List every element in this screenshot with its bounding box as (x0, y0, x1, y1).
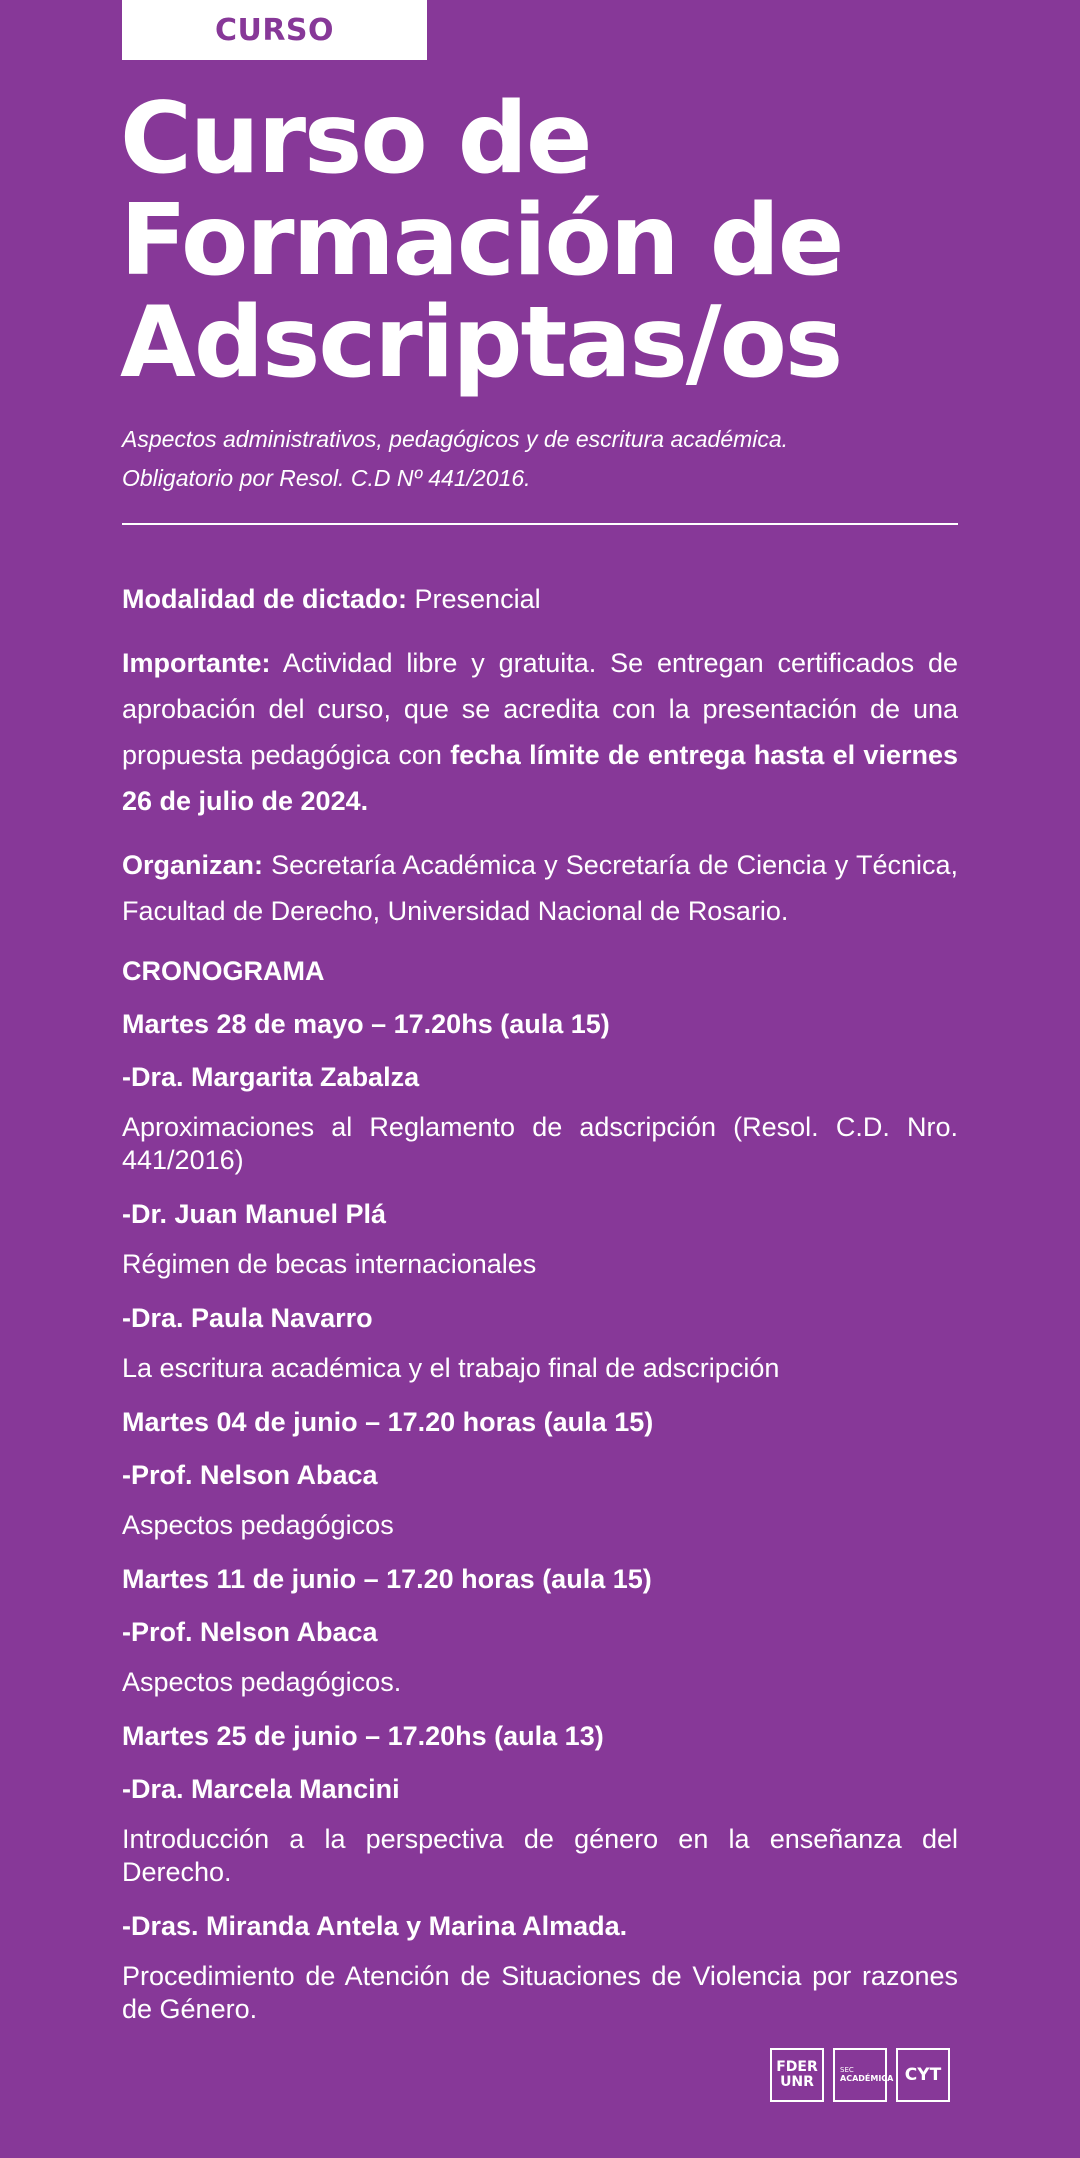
importante-paragraph (122, 640, 958, 824)
schedule-topic: Aproximaciones al Reglamento de adscripción (Resol. C.D. Nro. 441/2016) (122, 1112, 958, 1175)
modalidad-value: Presencial (407, 584, 541, 614)
importante-text: Actividad libre y gratuita. Se entregan certificados de aprobación del curso, que se acredita con la presentación de una propuesta pedagógica con (122, 648, 958, 770)
title-line: Curso de (120, 82, 591, 196)
fder-logo-line: UNR (780, 2074, 814, 2090)
schedule-list (122, 1005, 958, 2026)
modalidad-paragraph (122, 576, 958, 622)
title-line: Formación de (120, 184, 843, 298)
deadline-text: fecha límite de entrega hasta el viernes 26 de julio de 2024. (122, 740, 958, 816)
fder-unr-logo (770, 2048, 824, 2102)
cronograma-title: CRONOGRAMA (122, 956, 325, 986)
cyt-logo (896, 2048, 950, 2102)
importante-label: Importante: (122, 648, 271, 678)
sec-logo-big: ACADÉMICA (840, 2074, 894, 2083)
schedule-speaker: -Dra. Paula Navarro (122, 1303, 373, 1333)
organizan-text: Secretaría Académica y Secretaría de Ciencia y Técnica, Facultad de Derecho, Universidad Nacional de Rosario. (122, 850, 958, 926)
schedule-topic: La escritura académica y el trabajo final de adscripción (122, 1353, 780, 1383)
schedule-speaker: -Dra. Margarita Zabalza (122, 1062, 420, 1092)
schedule-speaker: -Dr. Juan Manuel Plá (122, 1199, 387, 1229)
title-line: Adscriptas/os (120, 286, 842, 400)
divider (122, 523, 958, 525)
schedule-date: Martes 11 de junio – 17.20 horas (aula 15) (122, 1564, 652, 1594)
organizan-paragraph (122, 842, 958, 934)
schedule-speaker: -Prof. Nelson Abaca (122, 1617, 378, 1647)
schedule-topic: Régimen de becas internacionales (122, 1249, 537, 1279)
modalidad-label: Modalidad de dictado: (122, 584, 408, 614)
sec-academica-logo (833, 2048, 894, 2102)
schedule-topic: Aspectos pedagógicos (122, 1510, 394, 1540)
subtitle-line: Obligatorio por Resol. C.D Nº 441/2016. (122, 465, 531, 491)
schedule-speaker: -Dra. Marcela Mancini (122, 1774, 400, 1804)
cyt-logo-text: CYT (904, 2065, 942, 2085)
schedule-speaker: -Dras. Miranda Antela y Marina Almada. (122, 1911, 628, 1941)
subtitle-line: Aspectos administrativos, pedagógicos y de escritura académica. (122, 426, 789, 452)
schedule-date: Martes 28 de mayo – 17.20hs (aula 15) (122, 1009, 610, 1039)
fder-logo-line: FDER (776, 2059, 818, 2075)
logo-strip (770, 2048, 950, 2102)
schedule-topic: Aspectos pedagógicos. (122, 1667, 402, 1697)
schedule-date: Martes 04 de junio – 17.20 horas (aula 15) (122, 1407, 654, 1437)
page-title (120, 82, 1020, 400)
schedule-topic: Introducción a la perspectiva de género en la enseñanza del Derecho. (122, 1824, 958, 1887)
sec-logo-small: SEC (840, 2066, 854, 2074)
course-tag: CURSO (122, 0, 427, 60)
subtitle (122, 420, 982, 498)
schedule-date: Martes 25 de junio – 17.20hs (aula 13) (122, 1721, 604, 1751)
schedule-topic: Procedimiento de Atención de Situaciones de Violencia por razones de Género. (122, 1961, 958, 2024)
schedule-speaker: -Prof. Nelson Abaca (122, 1460, 378, 1490)
organizan-label: Organizan: (122, 850, 264, 880)
info-section (122, 576, 958, 2044)
